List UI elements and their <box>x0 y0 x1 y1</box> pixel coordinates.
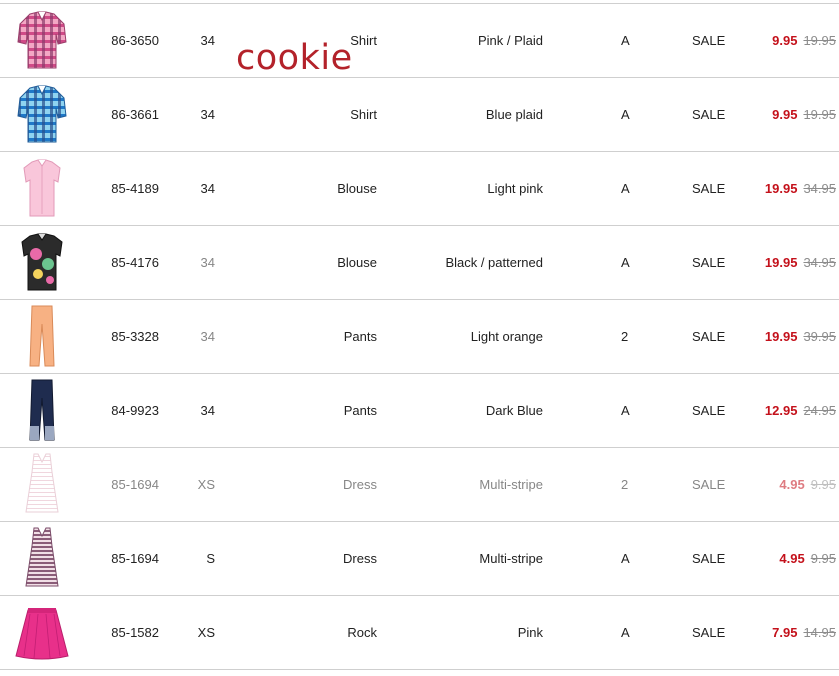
grade: A <box>621 403 630 418</box>
original-price: 19.95 <box>803 33 836 48</box>
plaid-pink-shirt-icon[interactable] <box>10 8 74 72</box>
table-row[interactable] <box>0 3 839 77</box>
price-cell <box>758 4 836 77</box>
color-name: Blue plaid <box>485 107 543 122</box>
original-price: 9.95 <box>810 477 836 492</box>
sku: 85-1694 <box>111 551 159 566</box>
original-price: 34.95 <box>803 181 836 196</box>
color-name: Black / patterned <box>445 255 543 270</box>
color-name: Light pink <box>487 181 543 196</box>
sku: 86-3650 <box>111 33 159 48</box>
table-row[interactable] <box>0 151 839 225</box>
grade: A <box>621 33 630 48</box>
grade: A <box>621 551 630 566</box>
sale-price: 4.95 <box>779 551 805 566</box>
original-price: 34.95 <box>803 255 836 270</box>
price-cell <box>758 374 836 447</box>
patterned-blouse-icon[interactable] <box>10 230 74 294</box>
price-cell <box>758 522 836 595</box>
pink-skirt-icon[interactable] <box>10 600 74 664</box>
white-dress-icon[interactable] <box>10 452 74 516</box>
table-row[interactable] <box>0 521 839 595</box>
product-type: Dress <box>343 551 377 566</box>
status-badge: SALE <box>692 625 726 640</box>
original-price: 14.95 <box>803 625 836 640</box>
original-price: 24.95 <box>803 403 836 418</box>
table-row[interactable] <box>0 225 839 299</box>
color-name: Pink / Plaid <box>477 33 543 48</box>
price-cell <box>758 596 836 669</box>
color-name: Dark Blue <box>485 403 543 418</box>
table-row[interactable] <box>0 595 839 670</box>
color-name: Multi-stripe <box>479 477 543 492</box>
original-price: 39.95 <box>803 329 836 344</box>
sale-price: 9.95 <box>772 107 798 122</box>
pink-blouse-icon[interactable] <box>10 156 74 220</box>
product-type: Rock <box>347 625 377 640</box>
table-row[interactable] <box>0 447 839 521</box>
original-price: 19.95 <box>803 107 836 122</box>
size: XS <box>197 625 215 640</box>
grade: A <box>621 181 630 196</box>
grade: A <box>621 625 630 640</box>
price-cell <box>758 152 836 225</box>
status-badge: SALE <box>692 329 726 344</box>
sale-price: 7.95 <box>772 625 798 640</box>
size: 34 <box>200 33 215 48</box>
size: 34 <box>200 255 215 270</box>
sale-price: 19.95 <box>764 329 798 344</box>
orange-pants-icon[interactable] <box>10 304 74 368</box>
price-cell <box>758 78 836 151</box>
sku: 85-1694 <box>111 477 159 492</box>
grade: A <box>621 255 630 270</box>
table-row[interactable] <box>0 373 839 447</box>
sale-price: 9.95 <box>772 33 798 48</box>
product-type: Pants <box>343 329 377 344</box>
sku: 85-1582 <box>111 625 159 640</box>
sale-price: 12.95 <box>764 403 798 418</box>
sale-price: 19.95 <box>764 255 798 270</box>
product-type: Blouse <box>337 255 377 270</box>
size: 34 <box>200 403 215 418</box>
blue-pants-icon[interactable] <box>10 378 74 442</box>
status-badge: SALE <box>692 255 726 270</box>
status-badge: SALE <box>692 403 726 418</box>
status-badge: SALE <box>692 477 726 492</box>
color-name: Multi-stripe <box>479 551 543 566</box>
price-cell <box>758 226 836 299</box>
size: 34 <box>200 107 215 122</box>
grade: 2 <box>621 477 629 492</box>
cookie-watermark: cookie <box>236 38 353 78</box>
sku: 85-3328 <box>111 329 159 344</box>
price-cell <box>758 300 836 373</box>
product-type: Dress <box>343 477 377 492</box>
color-name: Light orange <box>470 329 543 344</box>
status-badge: SALE <box>692 181 726 196</box>
sku: 85-4189 <box>111 181 159 196</box>
table-row[interactable] <box>0 299 839 373</box>
status-badge: SALE <box>692 107 726 122</box>
product-table <box>0 3 839 670</box>
status-badge: SALE <box>692 33 726 48</box>
plaid-blue-shirt-icon[interactable] <box>10 82 74 146</box>
original-price: 9.95 <box>810 551 836 566</box>
product-type: Shirt <box>350 107 377 122</box>
product-type: Shirt <box>350 33 377 48</box>
product-type: Pants <box>343 403 377 418</box>
sku: 84-9923 <box>111 403 159 418</box>
color-name: Pink <box>517 625 543 640</box>
sku: 85-4176 <box>111 255 159 270</box>
status-badge: SALE <box>692 551 726 566</box>
size: XS <box>197 477 215 492</box>
size: S <box>206 551 215 566</box>
sale-price: 19.95 <box>764 181 798 196</box>
sku: 86-3661 <box>111 107 159 122</box>
table-row[interactable] <box>0 77 839 151</box>
size: 34 <box>200 181 215 196</box>
sale-price: 4.95 <box>779 477 805 492</box>
striped-dress-icon[interactable] <box>10 526 74 590</box>
product-type: Blouse <box>337 181 377 196</box>
grade: A <box>621 107 630 122</box>
size: 34 <box>200 329 215 344</box>
grade: 2 <box>621 329 629 344</box>
price-cell <box>758 448 836 521</box>
